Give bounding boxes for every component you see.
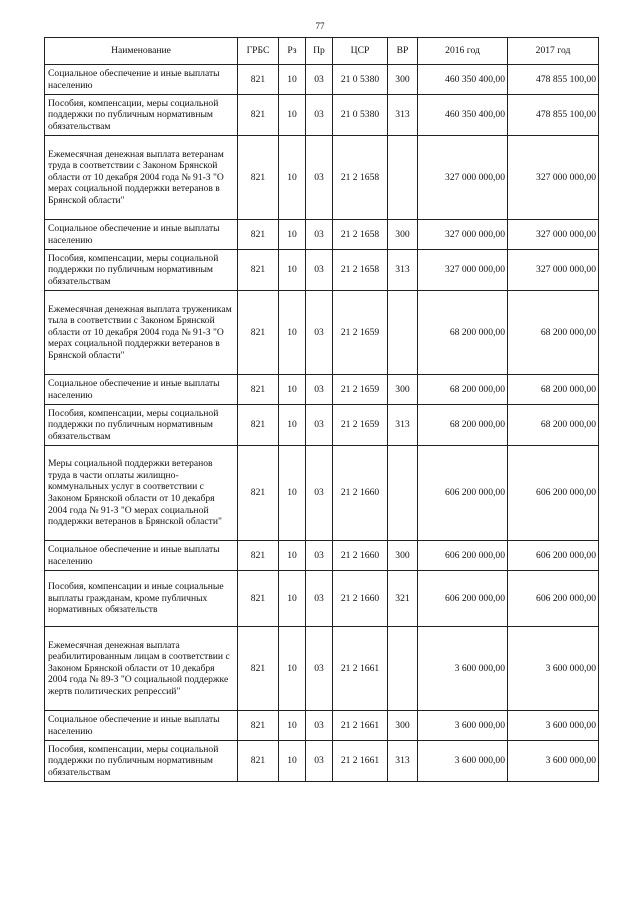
cell-grbs: 821 xyxy=(238,627,279,711)
cell-2017: 606 200 000,00 xyxy=(508,541,599,571)
table-row xyxy=(45,405,599,446)
header-grbs: ГРБС xyxy=(238,38,279,65)
cell-grbs: 821 xyxy=(238,250,279,291)
cell-name: Социальное обеспечение и иные выплаты населению xyxy=(45,375,238,405)
cell-name: Меры социальной поддержки ветеранов труда в части оплаты жилищно-коммунальных услуг в соответствии с Законом Брянской области от 10 декабря 2004 года № 91-З "О мерах социальной поддержки ветеранов в Брянской области" xyxy=(45,446,238,541)
cell-grbs: 821 xyxy=(238,65,279,95)
cell-rz: 10 xyxy=(279,375,306,405)
cell-rz: 10 xyxy=(279,541,306,571)
cell-csr: 21 2 1659 xyxy=(333,405,388,446)
cell-2017: 327 000 000,00 xyxy=(508,136,599,220)
cell-vr: 300 xyxy=(388,220,418,250)
page-number: 77 xyxy=(315,21,325,31)
cell-vr: 300 xyxy=(388,375,418,405)
cell-2016: 606 200 000,00 xyxy=(418,446,508,541)
table-row xyxy=(45,250,599,291)
cell-csr: 21 2 1659 xyxy=(333,291,388,375)
table-row xyxy=(45,220,599,250)
cell-pr: 03 xyxy=(306,136,333,220)
cell-grbs: 821 xyxy=(238,220,279,250)
cell-2016: 606 200 000,00 xyxy=(418,541,508,571)
cell-2016: 3 600 000,00 xyxy=(418,741,508,782)
header-pr: Пр xyxy=(306,38,333,65)
cell-2016: 327 000 000,00 xyxy=(418,220,508,250)
table-row xyxy=(45,65,599,95)
cell-pr: 03 xyxy=(306,446,333,541)
cell-pr: 03 xyxy=(306,571,333,627)
header-rz: Рз xyxy=(279,38,306,65)
cell-2016: 327 000 000,00 xyxy=(418,136,508,220)
cell-2017: 3 600 000,00 xyxy=(508,627,599,711)
cell-rz: 10 xyxy=(279,250,306,291)
cell-name: Ежемесячная денежная выплата ветеранам труда в соответствии с Законом Брянской области от 10 декабря 2004 года № 91-З "О мерах социальной поддержки ветеранов в Брянской области" xyxy=(45,136,238,220)
cell-pr: 03 xyxy=(306,627,333,711)
cell-2017: 327 000 000,00 xyxy=(508,250,599,291)
cell-name: Социальное обеспечение и иные выплаты населению xyxy=(45,65,238,95)
table-row xyxy=(45,541,599,571)
cell-2016: 3 600 000,00 xyxy=(418,627,508,711)
cell-csr: 21 0 5380 xyxy=(333,65,388,95)
cell-grbs: 821 xyxy=(238,136,279,220)
cell-csr: 21 0 5380 xyxy=(333,95,388,136)
header-csr: ЦСР xyxy=(333,38,388,65)
cell-grbs: 821 xyxy=(238,405,279,446)
cell-vr xyxy=(388,291,418,375)
cell-2016: 606 200 000,00 xyxy=(418,571,508,627)
cell-2017: 68 200 000,00 xyxy=(508,405,599,446)
cell-csr: 21 2 1660 xyxy=(333,571,388,627)
cell-2016: 68 200 000,00 xyxy=(418,405,508,446)
cell-csr: 21 2 1660 xyxy=(333,446,388,541)
cell-rz: 10 xyxy=(279,741,306,782)
cell-2017: 327 000 000,00 xyxy=(508,220,599,250)
cell-pr: 03 xyxy=(306,291,333,375)
cell-vr: 313 xyxy=(388,95,418,136)
cell-vr: 313 xyxy=(388,741,418,782)
table-row xyxy=(45,95,599,136)
cell-csr: 21 2 1659 xyxy=(333,375,388,405)
cell-name: Пособия, компенсации и иные социальные выплаты гражданам, кроме публичных нормативных обязательств xyxy=(45,571,238,627)
table-row xyxy=(45,627,599,711)
cell-csr: 21 2 1661 xyxy=(333,711,388,741)
cell-vr: 300 xyxy=(388,711,418,741)
cell-rz: 10 xyxy=(279,291,306,375)
cell-csr: 21 2 1660 xyxy=(333,541,388,571)
cell-rz: 10 xyxy=(279,571,306,627)
cell-vr xyxy=(388,136,418,220)
cell-name: Пособия, компенсации, меры социальной поддержки по публичным нормативным обязательствам xyxy=(45,405,238,446)
cell-2017: 3 600 000,00 xyxy=(508,711,599,741)
table-row xyxy=(45,446,599,541)
cell-rz: 10 xyxy=(279,136,306,220)
cell-rz: 10 xyxy=(279,220,306,250)
cell-grbs: 821 xyxy=(238,711,279,741)
cell-name: Пособия, компенсации, меры социальной поддержки по публичным нормативным обязательствам xyxy=(45,741,238,782)
cell-csr: 21 2 1658 xyxy=(333,220,388,250)
cell-vr xyxy=(388,446,418,541)
cell-pr: 03 xyxy=(306,220,333,250)
cell-name: Социальное обеспечение и иные выплаты населению xyxy=(45,711,238,741)
cell-2016: 68 200 000,00 xyxy=(418,291,508,375)
cell-csr: 21 2 1658 xyxy=(333,250,388,291)
table-row xyxy=(45,711,599,741)
cell-vr xyxy=(388,627,418,711)
cell-name: Социальное обеспечение и иные выплаты населению xyxy=(45,220,238,250)
cell-vr: 321 xyxy=(388,571,418,627)
cell-2017: 606 200 000,00 xyxy=(508,571,599,627)
cell-pr: 03 xyxy=(306,65,333,95)
cell-2017: 606 200 000,00 xyxy=(508,446,599,541)
cell-vr: 313 xyxy=(388,405,418,446)
cell-rz: 10 xyxy=(279,627,306,711)
cell-2017: 478 855 100,00 xyxy=(508,95,599,136)
cell-2016: 68 200 000,00 xyxy=(418,375,508,405)
cell-grbs: 821 xyxy=(238,741,279,782)
cell-pr: 03 xyxy=(306,405,333,446)
cell-grbs: 821 xyxy=(238,95,279,136)
cell-rz: 10 xyxy=(279,446,306,541)
cell-pr: 03 xyxy=(306,250,333,291)
table-row xyxy=(45,571,599,627)
cell-2016: 460 350 400,00 xyxy=(418,65,508,95)
header-2017: 2017 год xyxy=(508,38,599,65)
cell-pr: 03 xyxy=(306,95,333,136)
table-row xyxy=(45,291,599,375)
cell-name: Ежемесячная денежная выплата реабилитированным лицам в соответствии с Законом Брянской области от 10 декабря 2004 года № 89-З "О социальной поддержке жертв политических репрессий" xyxy=(45,627,238,711)
cell-rz: 10 xyxy=(279,95,306,136)
header-name: Наименование xyxy=(45,38,238,65)
cell-vr: 300 xyxy=(388,541,418,571)
table-header-row xyxy=(45,38,599,65)
budget-table xyxy=(44,37,599,782)
cell-2017: 3 600 000,00 xyxy=(508,741,599,782)
cell-2017: 478 855 100,00 xyxy=(508,65,599,95)
cell-rz: 10 xyxy=(279,65,306,95)
cell-grbs: 821 xyxy=(238,446,279,541)
cell-vr: 300 xyxy=(388,65,418,95)
cell-name: Социальное обеспечение и иные выплаты населению xyxy=(45,541,238,571)
cell-name: Ежемесячная денежная выплата труженикам тыла в соответствии с Законом Брянской области от 10 декабря 2004 года № 91-З "О мерах социальной поддержки ветеранов в Брянской области" xyxy=(45,291,238,375)
cell-rz: 10 xyxy=(279,405,306,446)
cell-pr: 03 xyxy=(306,741,333,782)
cell-pr: 03 xyxy=(306,541,333,571)
cell-2017: 68 200 000,00 xyxy=(508,291,599,375)
cell-pr: 03 xyxy=(306,711,333,741)
cell-grbs: 821 xyxy=(238,571,279,627)
cell-name: Пособия, компенсации, меры социальной поддержки по публичным нормативным обязательствам xyxy=(45,250,238,291)
header-2016: 2016 год xyxy=(418,38,508,65)
cell-vr: 313 xyxy=(388,250,418,291)
cell-2016: 327 000 000,00 xyxy=(418,250,508,291)
cell-rz: 10 xyxy=(279,711,306,741)
cell-csr: 21 2 1661 xyxy=(333,627,388,711)
cell-grbs: 821 xyxy=(238,541,279,571)
table-row xyxy=(45,136,599,220)
cell-csr: 21 2 1661 xyxy=(333,741,388,782)
cell-pr: 03 xyxy=(306,375,333,405)
cell-2017: 68 200 000,00 xyxy=(508,375,599,405)
cell-grbs: 821 xyxy=(238,375,279,405)
cell-csr: 21 2 1658 xyxy=(333,136,388,220)
cell-2016: 460 350 400,00 xyxy=(418,95,508,136)
cell-grbs: 821 xyxy=(238,291,279,375)
cell-name: Пособия, компенсации, меры социальной поддержки по публичным нормативным обязательствам xyxy=(45,95,238,136)
cell-2016: 3 600 000,00 xyxy=(418,711,508,741)
table-row xyxy=(45,741,599,782)
table-row xyxy=(45,375,599,405)
header-vr: ВР xyxy=(388,38,418,65)
